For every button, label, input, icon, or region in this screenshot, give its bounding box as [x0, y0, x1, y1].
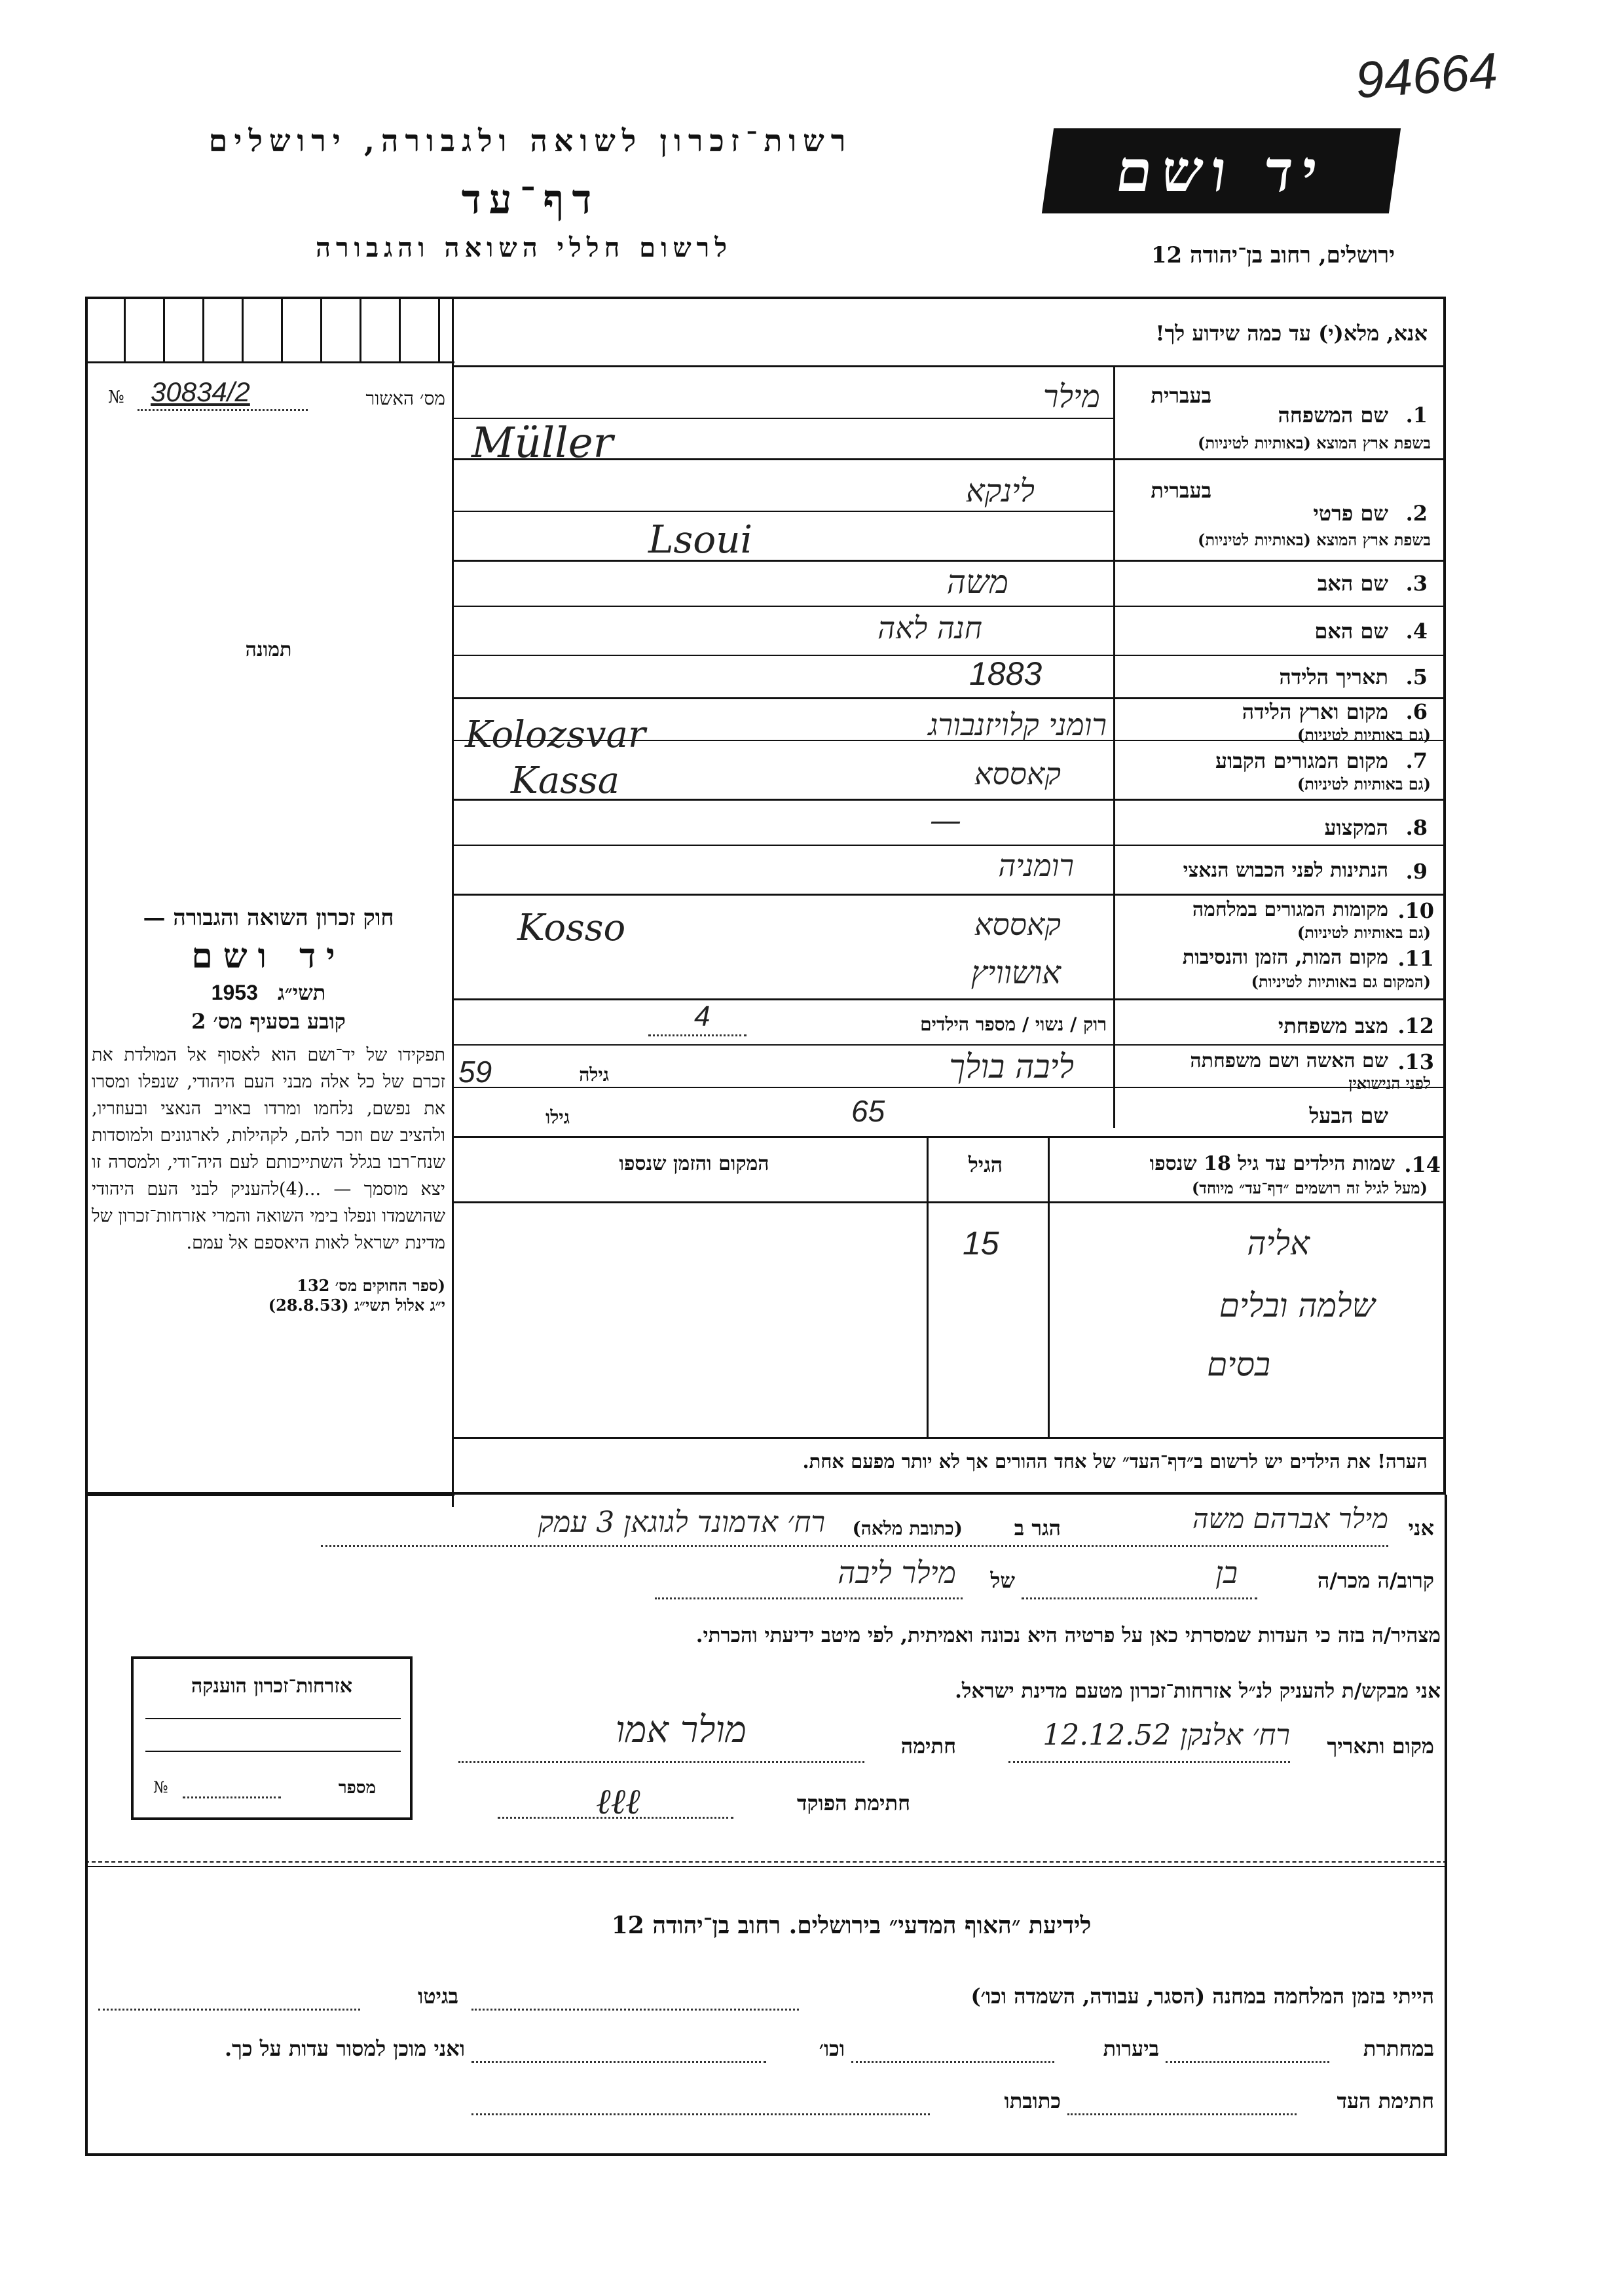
field-8-number: 8.: [1405, 815, 1428, 840]
footer-line3-witness-signature: חתימת העד: [1337, 2088, 1434, 2113]
field-3-value: משה: [946, 563, 1008, 601]
field-13-value: ליבה בולך: [949, 1048, 1074, 1085]
field-7-number: 7.: [1405, 748, 1428, 773]
law-clause: קובע בסעיף מס׳ 2: [191, 1009, 346, 1034]
registration-value: 30834/2: [151, 376, 250, 407]
field-10-latin-value: Kosso: [517, 907, 626, 949]
photo-label: תמונה: [245, 638, 292, 661]
field-13-label: שם האשה ושם משפחתה: [1190, 1049, 1388, 1072]
field-3-number: 3.: [1405, 571, 1428, 596]
registration-label: מס׳ האשור: [365, 388, 445, 409]
field-12-value: 4: [694, 1000, 710, 1032]
field-4-value: חנה לאה: [877, 610, 982, 646]
citizenship-number-prefix: №: [153, 1778, 168, 1796]
declaration-address-label: (כתובת מלאה): [852, 1518, 963, 1539]
field-5-number: 5.: [1405, 665, 1428, 689]
children-col-age: הגיל: [968, 1152, 1003, 1177]
form-subtitle: לרשום חללי השואה והגבורה: [315, 232, 733, 263]
declaration-relative-label: קרוב/ה מכר/ה: [1317, 1568, 1434, 1593]
field-2-label: שם פרטי: [1313, 501, 1388, 526]
field-7-heb-value: קאססא: [974, 756, 1061, 792]
children-sub: (מעל לגיל זה רושמים ״דף־עד״ מיוחד): [1191, 1178, 1428, 1197]
field-9-value: רומניה: [998, 848, 1074, 883]
field-1-sub: בשפת ארץ המוצא (באותיות לטיניות): [1198, 433, 1431, 452]
children-number: 14.: [1404, 1152, 1441, 1177]
field-9-label: הנתינות לפני הכבוש הנאצי: [1183, 859, 1388, 882]
husband-age-label: גילו: [545, 1106, 570, 1128]
declaration-relative-value: בן: [1215, 1555, 1238, 1590]
official-signature-mark: ℓℓℓ: [596, 1781, 640, 1822]
footer-line3-address: כתובתו: [1004, 2088, 1061, 2113]
field-7-sub: (גם באותיות לטיניות): [1297, 774, 1431, 793]
field-7-latin-value: Kassa: [511, 759, 620, 802]
footer-line1-camp: הייתי בזמן המלחמה במחנה (הסגר, עבודה, השמדה וכו׳): [970, 1984, 1434, 2009]
code-boxes: [88, 299, 454, 361]
footer-line2-ready: ואני מוכן למסור עדות על כך.: [224, 2036, 465, 2061]
child-row-3-name: בסים: [1207, 1345, 1270, 1383]
signature-value: מולר אמו: [615, 1709, 747, 1751]
law-title: חוק זכרון השואה והגבורה —: [143, 905, 394, 931]
citizenship-number-label: מספר: [338, 1778, 376, 1798]
header-address: ירושלים, רחוב בן־יהודה 12: [1151, 242, 1395, 268]
law-name: יד ושם: [191, 936, 346, 976]
citizenship-title: אזרחות־זכרון הוענקה: [191, 1675, 353, 1698]
field-10-number: 10.: [1397, 898, 1434, 923]
field-12-number: 12.: [1397, 1013, 1434, 1038]
footer-line1-ghetto: בגיטו: [418, 1984, 458, 2009]
declaration-request: אני מבקש/ת להעניק לנ״ל אזרחות־זכרון מטעם מדינת ישראל.: [955, 1679, 1441, 1703]
field-10-label: מקומות המגורים במלחמה: [1192, 898, 1388, 921]
child-row-1-age: 15: [963, 1225, 999, 1262]
law-year: 1953: [211, 981, 258, 1004]
form-title: דף־עד: [461, 175, 600, 223]
yad-vashem-logo: [1042, 128, 1401, 213]
declaration-resides-label: הגר ב: [1014, 1516, 1061, 1540]
field-12-options: רוק / נשוי / מספר הילדים: [920, 1013, 1107, 1035]
label-column-divider: [1113, 365, 1115, 1128]
field-5-value: 1883: [969, 655, 1043, 692]
field-8-label: המקצוע: [1324, 815, 1388, 840]
field-3-label: שם האב: [1317, 571, 1388, 596]
field-6-heb-value: רומני קלויזנבורג: [928, 707, 1107, 742]
footer-line2-etc: וכו׳: [819, 2036, 845, 2061]
logo-text: יד ושם: [1111, 137, 1331, 205]
child-row-2-name: שלמה ובלים: [1219, 1286, 1375, 1324]
field-2-heb-label: בעברית: [1151, 478, 1211, 503]
declaration-i-value: מילר אברהם משה: [1192, 1503, 1388, 1535]
field-12-label: מצב משפחתי: [1278, 1013, 1388, 1038]
declaration-of-label: של: [990, 1568, 1015, 1593]
law-year-hebrew: תשי״ג: [278, 980, 326, 1005]
footer-frame: [85, 1495, 1447, 2156]
official-signature-label: חתימת הפוקד: [797, 1791, 910, 1815]
field-13-age: 59: [458, 1055, 492, 1089]
field-10-sub: (גם באותיות לטיניות): [1297, 923, 1431, 942]
registration-prefix: №: [108, 388, 124, 407]
field-6-sub: (גם באותיות לטיניות): [1297, 725, 1431, 744]
field-7-label: מקום המגורים הקבוע: [1215, 748, 1388, 773]
law-citation-1: (ספר החוקים מס׳ 132: [297, 1276, 445, 1295]
law-body: תפקידו של יד־ושם הוא לאסוף אל המולדת את זכרם של כל אלה מבני העם היהודי, שנפלו ומסרו את נפשם, נלחמו ומרדו באויב הנאצי ובעוזריו, ולהציב שם וזכר להם, לקהילות, לארגונים ולמוסדות שנח־רבו בגלל השתייכותם לעם היה־ודי, ולמסרה זו יצא מוסמך — ...(4)להעניק לבני העם היהודי שהושמדו ונפלו בימי השואה והמרי אזרחות־זכרון של מדינת ישראל לאות היאספם אל עמם.: [92, 1045, 445, 1253]
field-9-number: 9.: [1405, 859, 1428, 884]
field-5-label: תאריך הלידה: [1279, 665, 1388, 689]
husband-age: 65: [851, 1094, 885, 1128]
child-row-1-name: אליה: [1247, 1224, 1310, 1262]
field-11-sub: (המקום גם באותיות לטיניות): [1251, 972, 1431, 991]
field-1-heb-value: מילר: [1043, 378, 1100, 415]
field-1-heb-label: בעברית: [1151, 383, 1211, 408]
field-8-value: —: [930, 802, 961, 839]
declaration-of-value: מילר ליבה: [838, 1555, 956, 1590]
field-1-label: שם המשפחה: [1278, 403, 1388, 428]
footer-title: לידיעת ״האוף המדעי״ בירושלים. רחוב בן־יהודה 12: [611, 1912, 1092, 1939]
law-box: [92, 905, 445, 1315]
field-11-number: 11.: [1397, 946, 1434, 971]
field-4-label: שם האם: [1314, 619, 1388, 644]
children-col-place: המקום והזמן שנספו: [619, 1152, 769, 1175]
declaration-i-label: אני: [1408, 1516, 1434, 1540]
footer-line2-underground: במחתרת: [1363, 2036, 1434, 2061]
field-10-heb-value: קאססא: [974, 907, 1061, 942]
field-4-number: 4.: [1405, 619, 1428, 644]
field-13-number: 13.: [1397, 1049, 1434, 1074]
place-date-value: רח׳ אלנקן 12.12.52: [1043, 1719, 1290, 1752]
declaration-address-value: רח׳ אדמונד לגוגאן 3 עמק: [538, 1506, 825, 1539]
field-11-heb-value: אושוויץ: [970, 955, 1061, 991]
field-2-number: 2.: [1405, 501, 1428, 526]
field-1-latin-value: Müller: [471, 419, 614, 467]
document-number: 94664: [1354, 41, 1500, 109]
instructions: אנא, מלא(י) עד כמה שידוע לך!: [1155, 321, 1428, 346]
field-2-heb-value: לינקא: [965, 473, 1035, 509]
note: הערה! את הילדים יש לרשום ב״דף־העד״ של אחד ההורים אך לא יותר מפעם אחת.: [802, 1450, 1428, 1472]
field-6-number: 6.: [1405, 699, 1428, 724]
field-2-latin-value: Lsoui: [648, 517, 753, 562]
law-citation-2: י״ג אלול תשי״ג (28.8.53): [268, 1296, 445, 1315]
field-13-sub: לפני הנישואין: [1348, 1074, 1431, 1093]
signature-label: חתימה: [900, 1734, 956, 1758]
field-11-label: מקום המות, הזמן והנסיבות: [1182, 946, 1388, 969]
husband-label: שם הבעל: [1309, 1103, 1388, 1128]
field-13-age-label: גילה: [579, 1064, 609, 1085]
field-1-number: 1.: [1405, 403, 1428, 428]
declaration-statement: מצהיר/ה בזה כי העדות שמסרתי כאן על פרטיה היא נכונה ואמיתית, לפי מיטב ידיעתי והכרתי.: [695, 1624, 1441, 1647]
authority-name: רשות־זכרון לשואה ולגבורה, ירושלים: [208, 123, 853, 158]
field-2-sub: בשפת ארץ המוצא (באותיות לטיניות): [1198, 530, 1431, 549]
place-date-label: מקום ותאריך: [1327, 1734, 1434, 1758]
left-column-divider: [452, 299, 454, 1507]
children-label: שמות הילדים עד גיל 18 שנספו: [1149, 1152, 1395, 1175]
footer-line2-forests: ביערות: [1103, 2036, 1159, 2061]
field-6-latin-value: Kolozsvar: [465, 714, 646, 756]
field-6-label: מקום וארץ הלידה: [1242, 699, 1388, 724]
